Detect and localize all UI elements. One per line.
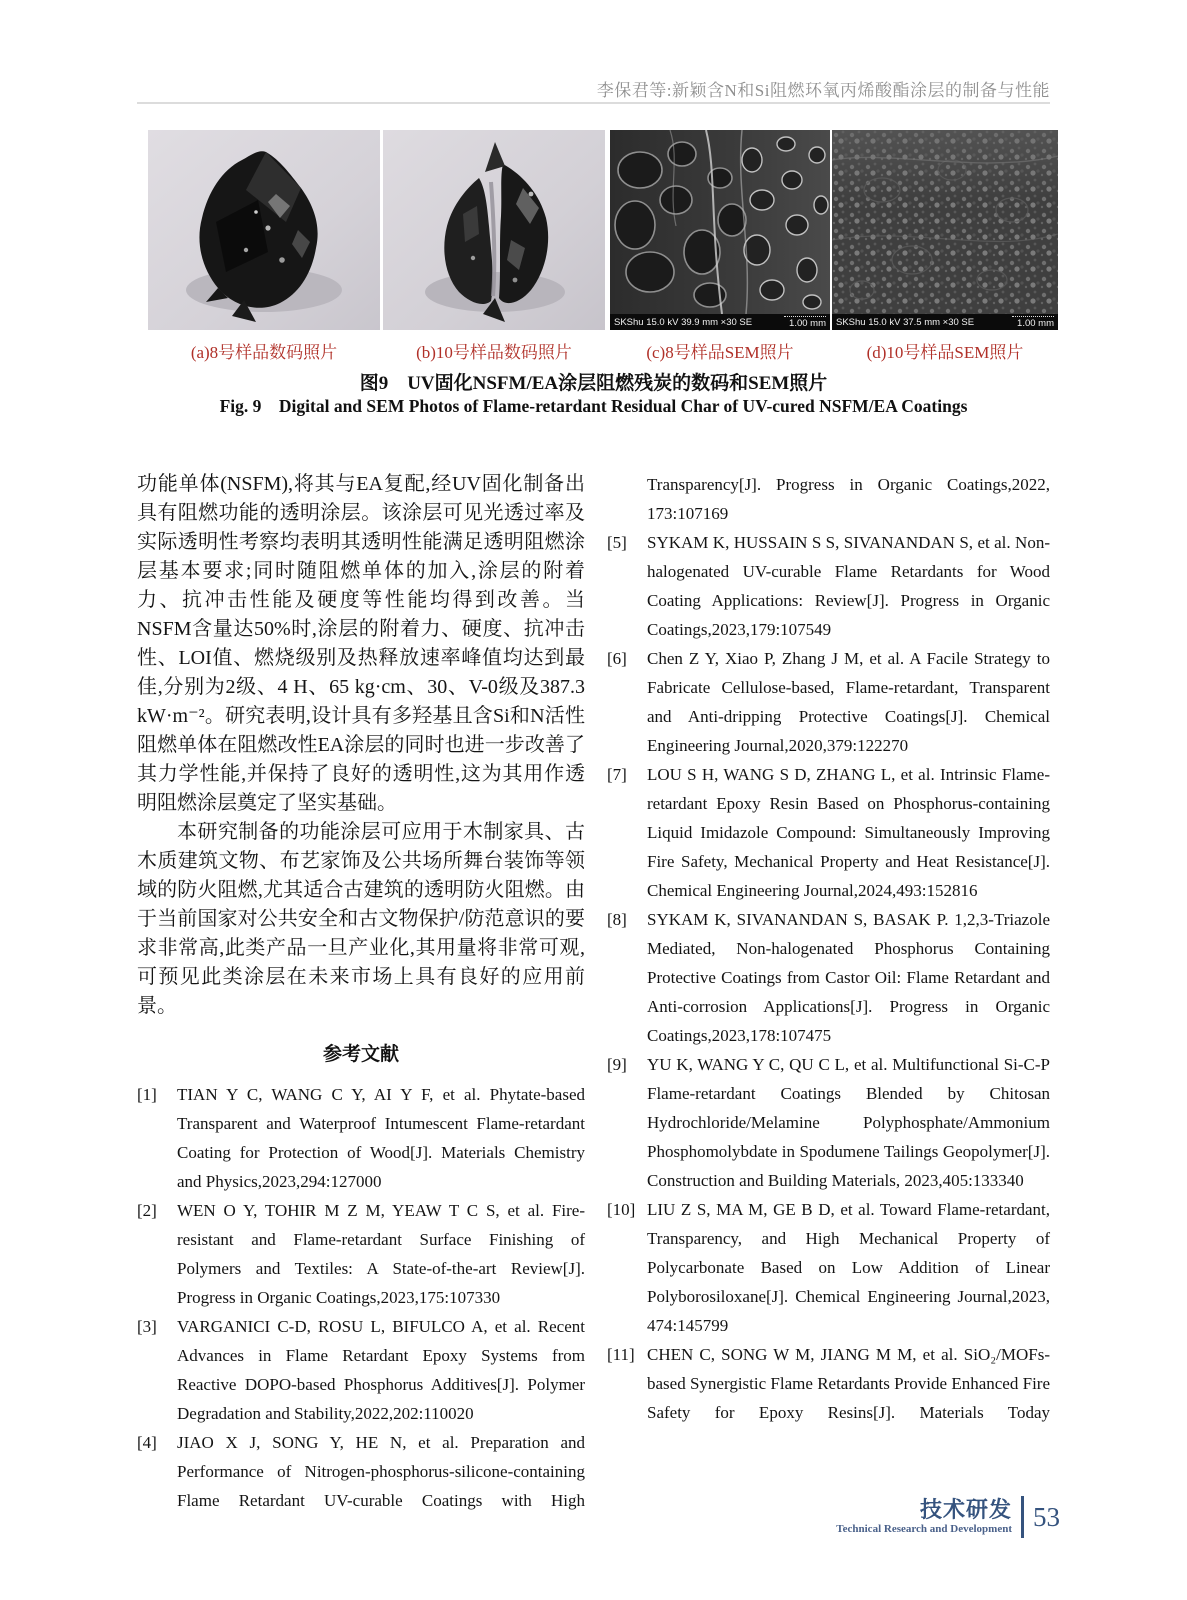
sem-info-bar [610, 314, 830, 330]
reference-item-2 [137, 1196, 585, 1312]
reference-text: SYKAM K, SIVANANDAN S, BASAK P. 1,2,3-Triazole Mediated, Non-halogenated Phosphorus Containing Protective Coatings from Castor Oil: Flame Retardant and Anti-corrosion Applications[J]. Progress in Organic Coatings,2023,178:107475 [647, 910, 1050, 1045]
reference-text: YU K, WANG Y C, QU C L, et al. Multifunctional Si-C-P Flame-retardant Coatings Blended by Chitosan Hydrochloride/Melamine Polyphosphate/Ammonium Phosphomolybdate in Spodumene Tailings Geopolymer[J]. Construction and Building Materials, 2023,405:133340 [647, 1055, 1050, 1190]
reference-text: JIAO X J, SONG Y, HE N, et al. Preparation and Performance of Nitrogen-phosphorus-silicone-containing Flame Retardant UV-curable Coatings with High [177, 1433, 585, 1510]
sem-info-bar [832, 314, 1058, 330]
reference-text: CHEN C, SONG W M, JIANG M M, et al. SiO₂/MOFs-based Synergistic Flame Retardants Provide Enhanced Fire Safety for Epoxy Resins[J]. Materials Today [647, 1345, 1050, 1422]
figure-caption-zh: 图9 UV固化NSFM/EA涂层阻燃残炭的数码和SEM照片 [359, 373, 828, 394]
figure-panel-d [832, 130, 1058, 330]
sem-scale-text: 1.00 mm [1017, 317, 1054, 329]
body-paragraph-1: 功能单体(NSFM),将其与EA复配,经UV固化制备出具有阻燃功能的透明涂层。该涂层可见光透过率及实际透明性考察均表明其透明性能满足透明阻燃涂层基本要求;同时随阻燃单体的加入,涂层的附着力、抗冲击性能及硬度等性能均得到改善。当NSFM含量达50%时,涂层的附着力、硬度、抗冲击性、LOI值、燃烧级别及热释放速率峰值均达到最佳,分别为2级、4 H、65 kg·cm、30、V-0级及387.3 kW·m⁻²。研究表明,设计具有多羟基且含Si和N活性阻燃单体在阻燃改性EA涂层的同时也进一步改善了其力学性能,并保持了良好的透明性,这为其用作透明阻燃涂层奠定了坚实基础。 [137, 473, 585, 814]
panel-caption-c: (c)8号样品SEM照片 [646, 343, 794, 362]
sem-scale-text: 1.00 mm [789, 317, 826, 329]
reference-text: LOU S H, WANG S D, ZHANG L, et al. Intrinsic Flame-retardant Epoxy Resin Based on Phosphorus-containing Liquid Imidazole Compound: Simultaneously Improving Fire Safety, Mechanical Property and Heat Resistance[J]. Chemical Engineering Journal,2024,493:152816 [647, 765, 1050, 900]
figure-panel-c [610, 130, 830, 330]
references-heading: 参考文献 [322, 1044, 399, 1065]
reference-item-4 [137, 1428, 585, 1515]
reference-text: SYKAM K, HUSSAIN S S, SIVANANDAN S, et al. Non-halogenated UV-curable Flame Retardants for Wood Coating Applications: Review[J]. Progress in Organic Coatings,2023,179:107549 [647, 533, 1050, 639]
reference-text: LIU Z S, MA M, GE B D, et al. Toward Flame-retardant, Transparency, and High Mechanical Property of Polycarbonate Based on Low Addition of Linear Polyborosiloxane[J]. Chemical Engineering Journal,2023, 474:145799 [647, 1200, 1050, 1335]
digital-photo-a-image [148, 130, 380, 330]
reference-label: [2] [137, 1201, 157, 1220]
reference-label: [10] [607, 1200, 636, 1219]
sem-metadata-text: SKShu 15.0 kV 39.9 mm ×30 SE [614, 316, 753, 328]
reference-text: TIAN Y C, WANG C Y, AI Y F, et al. Phytate-based Transparent and Waterproof Intumescent Flame-retardant Coating for Protection of Wood[J]. Materials Chemistry and Physics,2023,294:127000 [177, 1085, 585, 1191]
figure-panel-a [148, 130, 380, 330]
sem-photo-c-image [610, 130, 830, 314]
footer-divider [1021, 1496, 1024, 1538]
panel-caption-b: (b)10号样品数码照片 [416, 343, 572, 362]
reference-text: VARGANICI C-D, ROSU L, BIFULCO A, et al. Recent Advances in Flame Retardant Epoxy Systems from Reactive DOPO-based Phosphorus Additives[J]. Polymer Degradation and Stability,2022,202:110020 [177, 1317, 585, 1423]
reference-label: [8] [607, 910, 627, 929]
running-head-title: 李保君等:新颖含N和Si阻燃环氧丙烯酸酯涂层的制备与性能 [596, 81, 1050, 100]
figure-panel-b [383, 130, 605, 330]
reference-label: [7] [607, 765, 627, 784]
sem-metadata-text: SKShu 15.0 kV 37.5 mm ×30 SE [836, 316, 975, 328]
reference-item-9 [607, 1050, 1050, 1195]
reference-item-6 [607, 644, 1050, 760]
reference-label: [6] [607, 649, 627, 668]
reference-item-7 [607, 760, 1050, 905]
sem-scale-block [1012, 316, 1054, 329]
reference-item-11 [607, 1340, 1050, 1427]
sem-scale-block [784, 316, 826, 329]
reference-item-3 [137, 1312, 585, 1428]
footer-section-zh: 技术研发 [919, 1497, 1012, 1522]
reference-label: [1] [137, 1085, 157, 1104]
footer-section-en: Technical Research and Development [836, 1523, 1012, 1535]
reference-label: [11] [607, 1345, 635, 1364]
figure-caption-en: Fig. 9 Digital and SEM Photos of Flame-retardant Residual Char of UV-cured NSFM/EA Coatings [219, 396, 968, 416]
reference-text: Chen Z Y, Xiao P, Zhang J M, et al. A Facile Strategy to Fabricate Cellulose-based, Flame-retardant, Transparent and Anti-dripping Protective Coatings[J]. Chemical Engineering Journal,2020,379:122270 [647, 649, 1050, 755]
reference-item-10 [607, 1195, 1050, 1340]
reference-item-4-continuation: Transparency[J]. Progress in Organic Coatings,2022, 173:107169 [647, 475, 1050, 523]
footer-section-block [836, 1498, 1012, 1536]
reference-item-5 [607, 528, 1050, 644]
page-number: 53 [1033, 1502, 1060, 1532]
reference-item-8 [607, 905, 1050, 1050]
header-rule [137, 102, 1050, 104]
reference-item-1 [137, 1080, 585, 1196]
sem-scale-ruler [784, 316, 826, 317]
digital-photo-b-image [383, 130, 605, 330]
reference-label: [5] [607, 533, 627, 552]
panel-caption-a: (a)8号样品数码照片 [190, 343, 338, 362]
page-footer [836, 1496, 1060, 1538]
reference-text: WEN O Y, TOHIR M Z M, YEAW T C S, et al. Fire-resistant and Flame-retardant Surface Finishing of Polymers and Textiles: A State-of-the-art Review[J]. Progress in Organic Coatings,2023,175:107330 [177, 1201, 585, 1307]
reference-label: [3] [137, 1317, 157, 1336]
body-paragraph-2: 本研究制备的功能涂层可应用于木制家具、古木质建筑文物、布艺家饰及公共场所舞台装饰等领域的防火阻燃,尤其适合古建筑的透明防火阻燃。由于当前国家对公共安全和古文物保护/防范意识的要求非常高,此类产品一旦产业化,其用量将非常可观,可预见此类涂层在未来市场上具有良好的应用前景。 [137, 821, 585, 1017]
right-column [607, 470, 1050, 1427]
reference-label: [9] [607, 1055, 627, 1074]
reference-label: [4] [137, 1433, 157, 1452]
left-column [137, 470, 585, 1515]
panel-caption-d: (d)10号样品SEM照片 [866, 343, 1024, 362]
sem-photo-d-image [832, 130, 1058, 314]
sem-scale-ruler [1012, 316, 1054, 317]
